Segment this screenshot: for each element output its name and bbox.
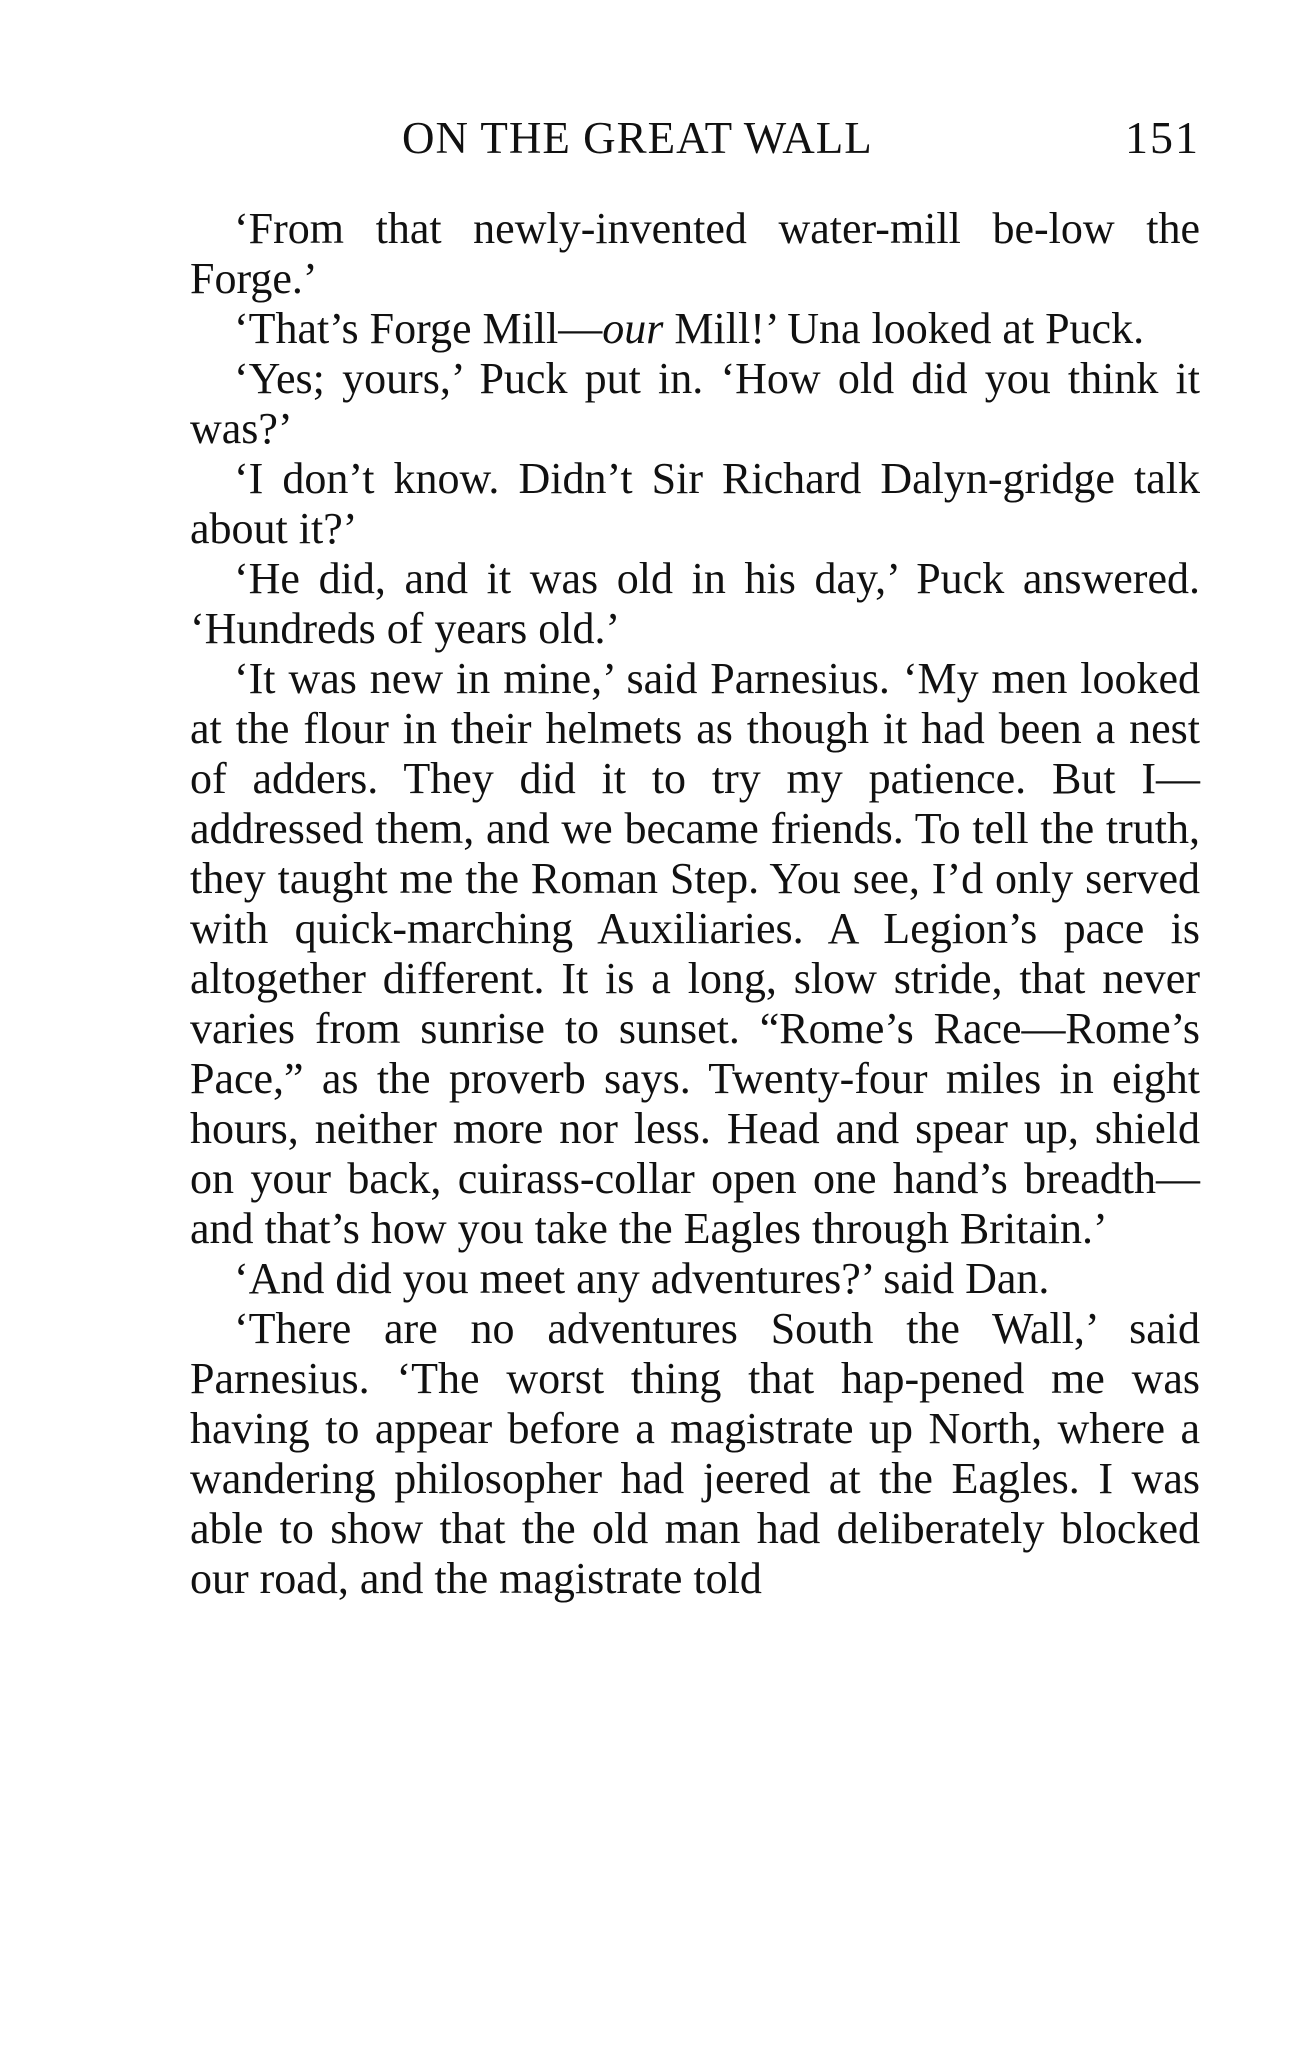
page-number: 151 [1125,112,1200,163]
paragraph [190,454,1200,554]
paragraph [190,304,1200,354]
body-text [190,204,1200,1604]
paragraph-text-end: Mill!’ Una looked at Puck. [663,304,1145,353]
paragraph [190,354,1200,454]
paragraph-text: ‘He did, and it was old in his day,’ Puck answered. ‘Hundreds of years old.’ [190,554,1200,653]
emphasized-word: our [602,304,664,353]
running-head [190,108,1200,168]
paragraph [190,1254,1200,1304]
chapter-title: ON THE GREAT WALL [402,113,873,163]
paragraph [190,1304,1200,1604]
paragraph-text: ‘From that newly-invented water-mill be-low the Forge.’ [190,204,1200,303]
paragraph-text: ‘I don’t know. Didn’t Sir Richard Dalyn-gridge talk about it?’ [190,454,1200,553]
paragraph-text: ‘And did you meet any adventures?’ said Dan. [234,1254,1050,1303]
paragraph [190,204,1200,304]
paragraph-text: ‘There are no adventures South the Wall,’ said Parnesius. ‘The worst thing that hap-pened me was having to appear before a magistrate up North, where a wandering philosopher had jeered at the Eagles. I was able to show that the old man had deliberately blocked our road, and the magistrate told [190,1304,1200,1603]
paragraph-text-start: ‘That’s Forge Mill— [234,304,603,353]
paragraph-text: ‘It was new in mine,’ said Parnesius. ‘My men looked at the flour in their helmets as though it had been a nest of adders. They did it to try my patience. But I—addressed them, and we became friends. To tell the truth, they taught me the Roman Step. You see, I’d only served with quick-marching Auxiliaries. A Legion’s pace is altogether different. It is a long, slow stride, that never varies from sunrise to sunset. “Rome’s Race—Rome’s Pace,” as the proverb says. Twenty-four miles in eight hours, neither more nor less. Head and spear up, shield on your back, cuirass-collar open one hand’s breadth—and that’s how you take the Eagles through Britain.’ [190,654,1200,1253]
paragraph-text: ‘Yes; yours,’ Puck put in. ‘How old did you think it was?’ [190,354,1200,453]
paragraph [190,554,1200,654]
paragraph [190,654,1200,1254]
